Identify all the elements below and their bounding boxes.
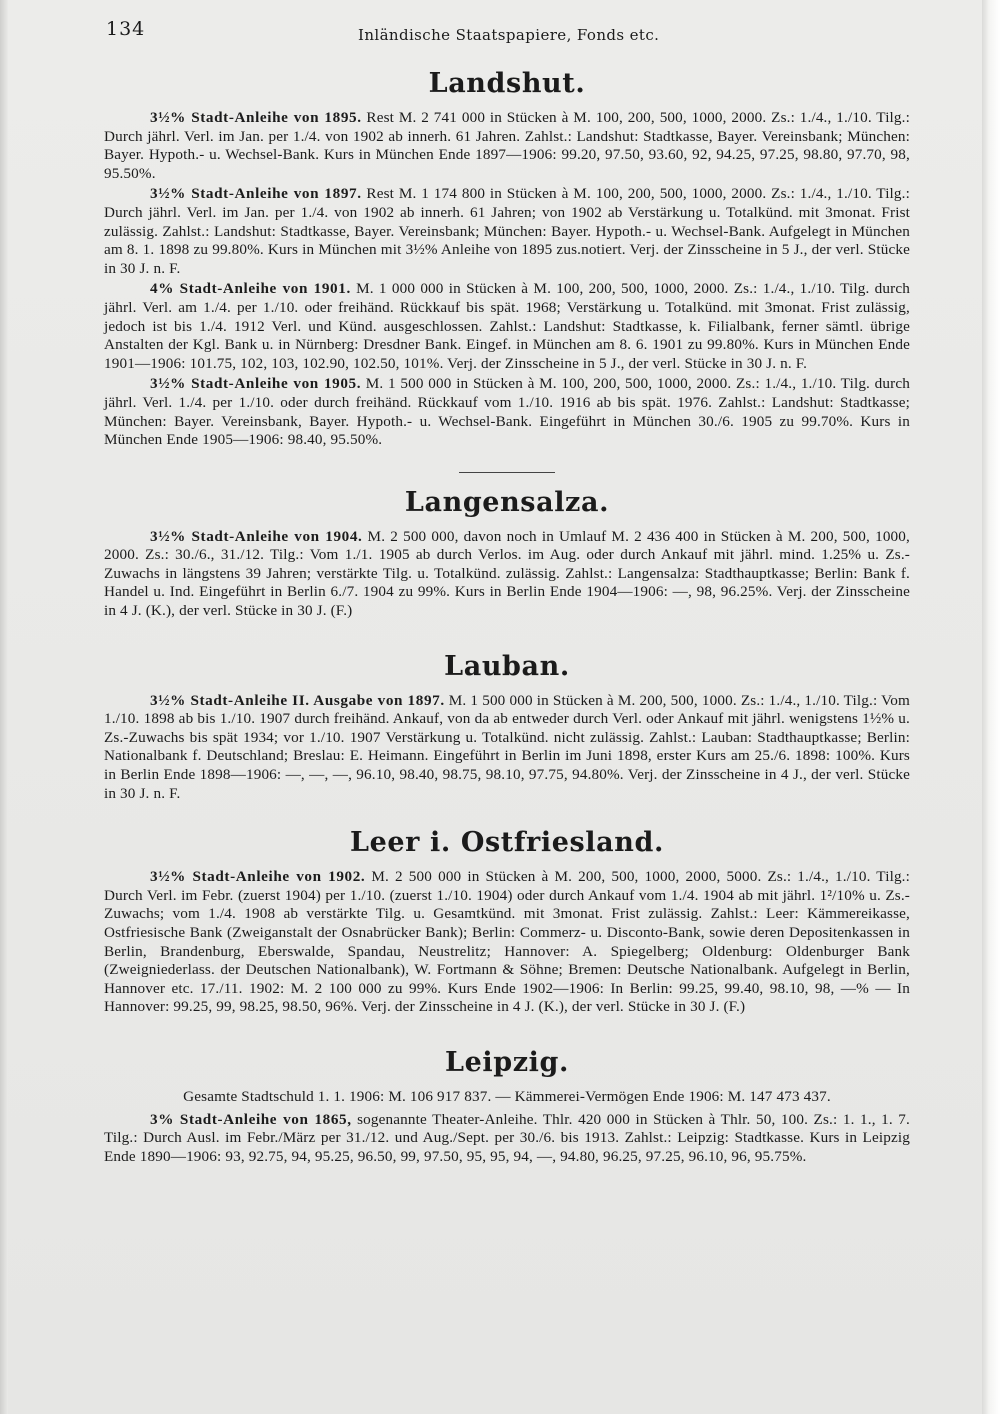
section-landshut: [104, 68, 910, 450]
loan-body: M. 2 500 000, davon noch in Umlauf M. 2 436 400 in Stücken à M. 200, 500, 1000, 2000. Zs.: 30./6., 31./12. Tilg.: Vom 1./1. 1905 ab durch Verlos. im Aug. oder durch Ankauf mit jährl. mind. 1.25% u. Zs.-Zuwachs in längstens 39 Jahren; verstärkte Tilg. u. Totalkünd. zulässig. Zahlst.: Langensalza: Stadthauptkasse; Berlin: Bank f. Handel u. Ind. Eingeführt in Berlin 6./7. 1904 zu 99%. Kurs in Berlin Ende 1904—1906: —, 98, 96.25%. Verj. der Zinsscheine in 4 J. (K.), der verl. Stücke in 30 J. (F.): [104, 527, 910, 620]
page-content: [104, 64, 910, 1168]
running-title: Inländische Staatspapiere, Fonds etc.: [358, 26, 660, 44]
city-heading: Leer i. Ostfriesland.: [350, 827, 664, 859]
loan-body: sogenannte Theater-Anleihe. Thlr. 420 000 in Stücken à Thlr. 50, 100. Zs.: 1. 1., 1. 7. Tilg.: Durch Ausl. im Febr./März per 31./12. und Aug./Sept. per 30./6. bis 1913. Zahlst.: Leipzig: Stadtkasse. Kurs in Leipzig Ende 1890—1906: 93, 92.75, 94, 95.25, 96.50, 99, 97.50, 95, 95, 94, —, 94.80, 96.25, 97.25, 96.10, 96, 95.75%.: [104, 1110, 910, 1165]
loan-entry: [104, 1111, 910, 1167]
page-left-edge: [0, 0, 8, 1414]
debt-summary: Gesamte Stadtschuld 1. 1. 1906: M. 106 917 837. — Kämmerei-Vermögen Ende 1906: M. 147 473 437.: [183, 1087, 831, 1105]
loan-entry: [104, 528, 910, 621]
loan-entry: [104, 280, 910, 373]
city-heading: Landshut.: [428, 68, 586, 99]
city-heading: Lauban.: [444, 650, 570, 682]
running-head: [106, 18, 906, 54]
loan-entry: [104, 868, 910, 1017]
section-leer: [104, 827, 910, 1017]
loan-entry: [104, 375, 910, 449]
loan-title: 3½% Stadt-Anleihe II. Ausgabe von 1897.: [150, 691, 445, 709]
loan-body: M. 1 500 000 in Stücken à M. 100, 200, 500, 1000, 2000. Zs.: 1./4., 1./10. Tilg. durch jährl. Verl. 1./4. per 1./10. oder durch freihänd. Rückkauf vom 1./10. 1916 ab bis spät. 1976. Zahlst.: Landshut: Stadtkasse; München: Bayer. Vereinsbank, Bayer. Hypoth.- u. Wechsel-Bank. Eingeführt in München 30./6. 1905 zu 99.70%. Kurs in München Ende 1905—1906: 98.40, 95.50%.: [104, 375, 910, 449]
loan-body: M. 1 500 000 in Stücken à M. 200, 500, 1000. Zs.: 1./4., 1./10. Tilg.: Vom 1./10. 1898 ab bis 1./10. 1907 durch freihänd. Ankauf, von da ab entweder durch Verl. oder Ankauf mit jährl. wenigstens 1½% u. Zs.-Zuwachs bis spät 1934; vor 1./10. 1907 Verstärkung u. Totalkünd. nicht zulässig. Zahlst.: Lauban: Stadthauptkasse; Berlin: Nationalbank f. Deutschland; Breslau: E. Heimann. Eingeführt in Berlin im Juni 1898, erster Kurs am 25./6. 1898: 100%. Kurs in Berlin Ende 1898—1906: —, —, —, 96.10, 98.40, 98.75, 98.10, 97.75, 94.80%. Verj. der Zinsscheine in 4 J., der verl. Stücke in 30 J. n. F.: [104, 691, 910, 802]
section-lauban: [104, 651, 910, 804]
loan-title: 3½% Stadt-Anleihe von 1905.: [150, 375, 362, 393]
city-heading: Leipzig.: [445, 1046, 569, 1078]
loan-title: 3½% Stadt-Anleihe von 1897.: [150, 185, 362, 203]
loan-entry: [104, 692, 910, 804]
section-langensalza: [104, 487, 910, 621]
page-number: 134: [106, 18, 146, 40]
section-leipzig: [104, 1047, 910, 1166]
loan-body: M. 1 000 000 in Stücken à M. 100, 200, 500, 1000, 2000. Zs.: 1./4., 1./10. Tilg. durch jährl. Verl. am 1./4. per 1./10. oder freihänd. Rückkauf bis spät. 1968; Verstärkung u. Totalkünd. mit 3monat. Frist zulässig, jedoch ist bis 1./4. 1912 Verl. und Künd. ausgeschlossen. Zahlst.: Landshut: Stadtkasse, k. Filialbank, ferner sämtl. übrige Anstalten der Kgl. Bank u. in Nürnberg: Dresdner Bank. Eingef. in München am 8. 6. 1901 zu 99.80%. Kurs in München Ende 1901—1906: 101.75, 102, 103, 102.90, 102.50, 101%. Verj. der Zinsscheine in 5 J., der verl. Stücke in 30 J. n. F.: [104, 280, 910, 372]
loan-entry: [104, 185, 910, 278]
loan-body: Rest M. 2 741 000 in Stücken à M. 100, 200, 500, 1000, 2000. Zs.: 1./4., 1./10. Tilg.: Durch jährl. Verl. im Jan. per 1./4. von 1902 ab innerh. 61 Jahren. Zahlst.: Landshut: Stadtkasse, Bayer. Vereinsbank; München: Bayer. Hypoth.- u. Wechsel-Bank. Kurs in München Ende 1897—1906: 99.20, 97.50, 93.60, 92, 94.25, 97.25, 98.80, 97.70, 98, 95.50%.: [104, 109, 910, 182]
loan-title: 3½% Stadt-Anleihe von 1895.: [150, 109, 362, 126]
page-right-edge: [982, 0, 1000, 1414]
loan-title: 3% Stadt-Anleihe von 1865,: [150, 1110, 352, 1128]
loan-title: 4% Stadt-Anleihe von 1901.: [150, 280, 351, 298]
loan-body: M. 2 500 000 in Stücken à M. 200, 500, 1000, 2000, 5000. Zs.: 1./4., 1./10. Tilg.: Durch Verl. im Febr. (zuerst 1904) per 1./10. (zuerst 1./10. 1904) oder durch Ankauf vom 1./4. 1904 ab mit jährl. 1²/10% u. Zs.-Zuwachs; vom 1./4. 1908 ab verstärkte Tilg. u. Gesamtkünd. mit 3monat. Frist zulässig. Zahlst.: Leer: Kämmereikasse, Ostfriesische Bank (Zweiganstalt der Osnabrücker Bank); Berlin: Commerz- u. Disconto-Bank, sowie deren Depositenkassen in Berlin, Brandenburg, Eberswalde, Spandau, Neustrelitz; Hannover: A. Spiegelberg; Oldenburg: Oldenburger Bank (Zweigniederlass. der Deutschen Nationalbank), W. Fortmann & Söhne; Bremen: Deutsche Nationalbank. Aufgelegt in Berlin, Hannover etc. 17./11. 1902: M. 2 100 000 zu 99%. Kurs Ende 1902—1906: In Berlin: 99.25, 99.40, 98.10, 98, —% — In Hannover: 99.25, 99, 98.25, 98.50, 96%. Verj. der Zinsscheine in 4 J. (K.), der verl. Stücke in 30 J. (F.): [104, 868, 910, 1016]
city-heading: Langensalza.: [404, 486, 610, 518]
loan-title: 3½% Stadt-Anleihe von 1904.: [150, 527, 363, 545]
section-divider: [459, 472, 555, 473]
loan-title: 3½% Stadt-Anleihe von 1902.: [150, 868, 366, 886]
loan-body: Rest M. 1 174 800 in Stücken à M. 100, 200, 500, 1000, 2000. Zs.: 1./4., 1./10. Tilg.: Durch jährl. Verl. im Jan. per 1./4. von 1902 ab innerh. 61 Jahren; von 1902 ab Verstärkung u. Totalkünd. mit 3monat. Frist zulässig. Zahlst.: Landshut: Stadtkasse, Bayer. Vereinsbank; München: Bayer. Hypoth.- u. Wechsel-Bank. Aufgelegt in München am 8. 1. 1898 zu 99.80%. Kurs in München mit 3½% Anleihe von 1895 zus.notiert. Verj. der Zinsscheine in 5 J., der verl. Stücke in 30 J. n. F.: [104, 185, 910, 277]
loan-entry: [104, 109, 910, 183]
